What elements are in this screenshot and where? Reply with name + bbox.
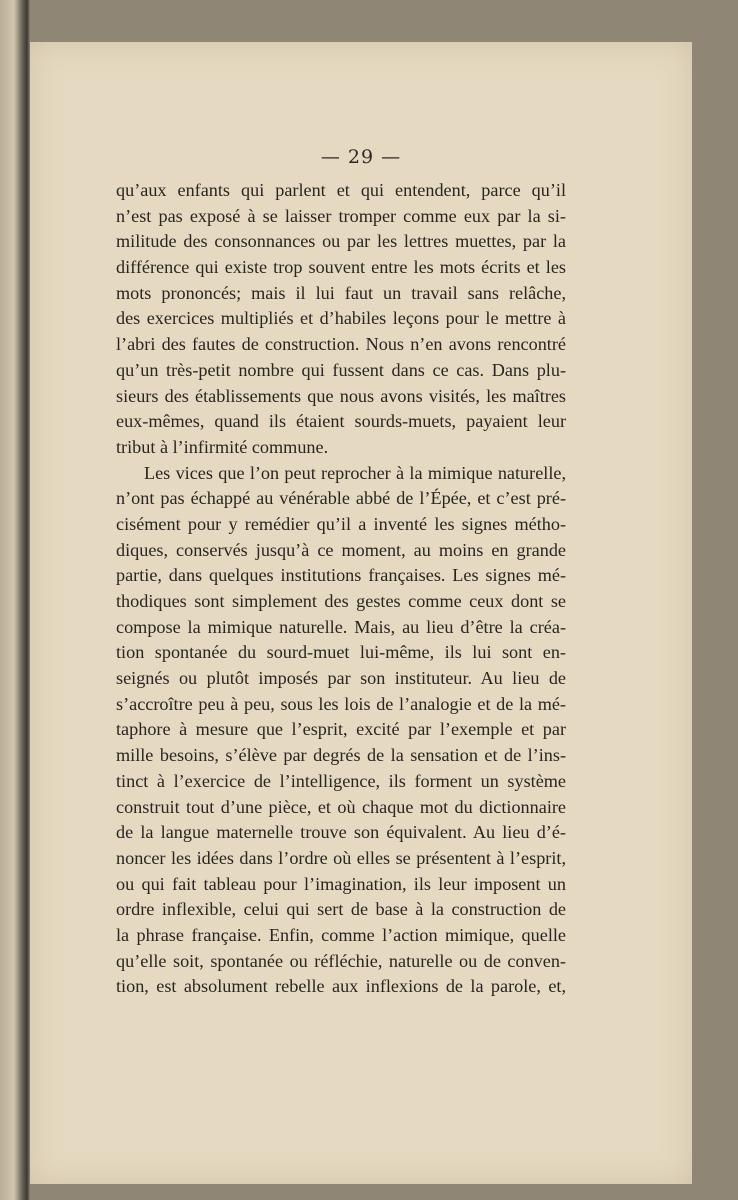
text-line: de la langue maternelle trouve son équivalent. Au lieu d’é- (116, 822, 566, 843)
text-line: diques, conservés jusqu’à ce moment, au moins en grande (116, 539, 566, 560)
body-text (116, 178, 566, 1000)
text-line: cisément pour y remédier qu’il a inventé les signes métho- (116, 513, 566, 534)
text-line: la phrase française. Enfin, comme l’action mimique, quelle (116, 924, 566, 945)
text-line: eux-mêmes, quand ils étaient sourds-muets, payaient leur (116, 411, 566, 432)
page-number: — 29 — (320, 146, 402, 168)
text-line: militude des consonnances ou par les lettres muettes, par la (116, 231, 566, 252)
text-line: s’accroître peu à peu, sous les lois de l’analogie et de la mé- (116, 693, 566, 714)
text-line: n’ont pas échappé au vénérable abbé de l’Épée, et c’est pré- (116, 488, 566, 509)
text-line: ou qui fait tableau pour l’imagination, ils leur imposent un (116, 873, 566, 894)
text-line: tion spontanée du sourd-muet lui-même, ils lui sont en- (116, 642, 566, 663)
text-line: différence qui existe trop souvent entre les mots écrits et les (116, 257, 566, 278)
text-line: mille besoins, s’élève par degrés de la sensation et de l’ins- (116, 745, 566, 766)
text-line: noncer les idées dans l’ordre où elles se présentent à l’esprit, (116, 847, 566, 868)
text-line: n’est pas exposé à se laisser tromper comme eux par la si- (116, 205, 566, 226)
text-line: compose la mimique naturelle. Mais, au lieu d’être la créa- (116, 616, 566, 637)
page-bottom-edge (30, 1184, 692, 1200)
text-line: tribut à l’infirmité commune. (116, 436, 329, 457)
text-line: taphore à mesure que l’esprit, excité par l’exemple et par (116, 719, 566, 740)
text-line: ordre inflexible, celui qui sert de base à la construction de (116, 899, 566, 920)
text-line: sieurs des établissements que nous avons visités, les maîtres (116, 385, 566, 406)
text-line: mots prononcés; mais il lui faut un travail sans relâche, (116, 282, 566, 303)
book-gutter (0, 0, 30, 1200)
text-line: qu’aux enfants qui parlent et qui entendent, parce qu’il (116, 180, 566, 200)
paragraph-first-line: Les vices que l’on peut reprocher à la mimique naturelle, (144, 462, 566, 483)
text-line: qu’elle soit, spontanée ou réfléchie, naturelle ou de conven- (116, 950, 566, 971)
text-line: thodiques sont simplement des gestes comme ceux dont se (116, 591, 566, 611)
text-line: construit tout d’une pièce, et où chaque mot du dictionnaire (116, 796, 566, 817)
text-line: partie, dans quelques institutions françaises. Les signes mé- (116, 565, 566, 586)
text-line: l’abri des fautes de construction. Nous n’en avons rencontré (116, 334, 566, 355)
text-line: tion, est absolument rebelle aux inflexions de la parole, et, (116, 976, 566, 997)
text-line: seignés ou plutôt imposés par son instituteur. Au lieu de (116, 668, 566, 689)
text-line: qu’un très-petit nombre qui fussent dans ce cas. Dans plu- (116, 359, 566, 380)
text-line: des exercices multipliés et d’habiles leçons pour le mettre à (116, 308, 566, 329)
text-line: tinct à l’exercice de l’intelligence, ils forment un système (116, 770, 566, 791)
book-page (30, 42, 692, 1184)
